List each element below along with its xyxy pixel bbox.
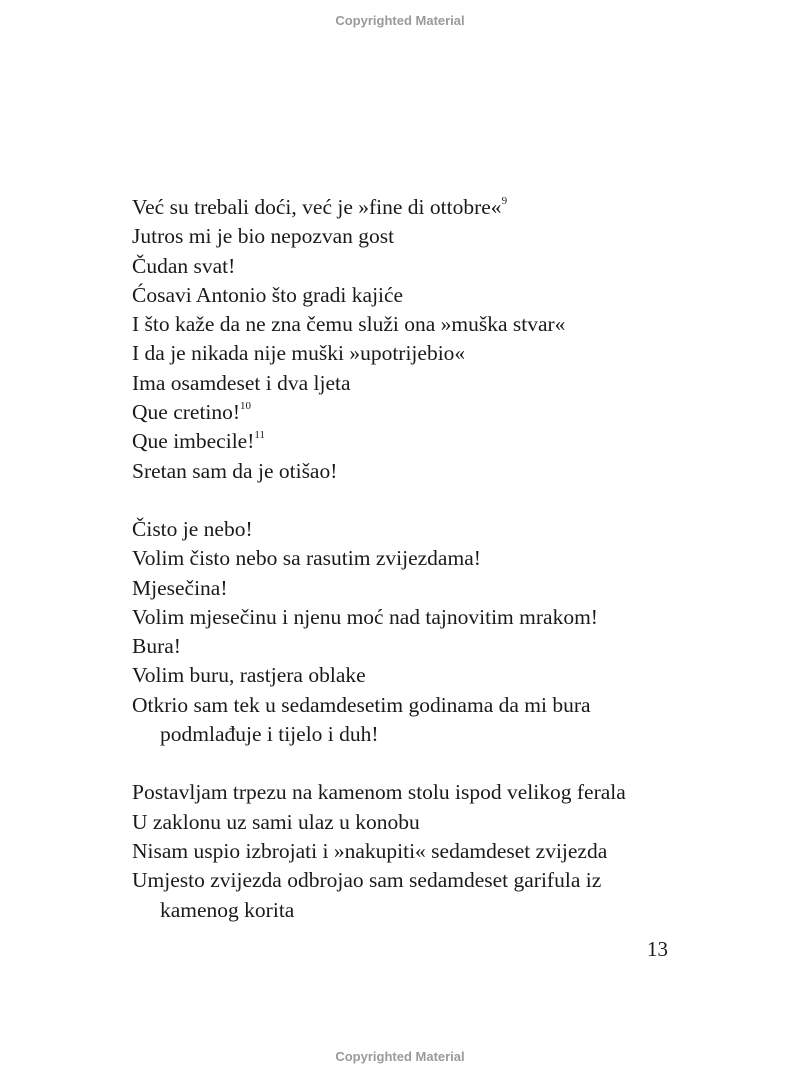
copyright-watermark-bottom: Copyrighted Material — [335, 1049, 465, 1064]
stanza-2 — [132, 515, 692, 749]
poem-line: Ima osamdeset i dva ljeta — [132, 370, 351, 395]
copyright-watermark-top: Copyrighted Material — [335, 13, 465, 28]
poem-line: U zaklonu uz sami ulaz u konobu — [132, 809, 420, 834]
poem-line: Mjesečina! — [132, 575, 228, 600]
poem-line: Sretan sam da je otišao! — [132, 458, 338, 483]
footnote-ref: 9 — [501, 194, 508, 207]
poem-line: Postavljam trpezu na kamenom stolu ispod velikog ferala — [132, 780, 626, 805]
poem-line: Otkrio sam tek u sedamdesetim godinama da mi bura podmlađuje i tijelo i duh! — [132, 691, 692, 750]
poem-line: Que imbecile!$^{11}$ — [132, 429, 265, 454]
poem-line: Jutros mi je bio nepozvan gost — [132, 224, 395, 249]
poem-body — [132, 193, 692, 954]
poem-line: Bura! — [132, 634, 181, 659]
stanza-3 — [132, 778, 692, 924]
footnote-ref: 11 — [254, 429, 265, 442]
poem-line: Čisto je nebo! — [132, 516, 253, 541]
poem-line: Volim čisto nebo sa rasutim zvijezdama! — [132, 546, 481, 571]
poem-line: Que cretino!$^{10}$ — [132, 399, 252, 425]
stanza-1 — [132, 193, 692, 486]
poem-line: Volim mjesečinu i njenu moć nad tajnovitim mrakom! — [132, 604, 598, 629]
poem-line-continuation: kamenog korita — [160, 897, 295, 922]
poem-line: Nisam uspio izbrojati i »nakupiti« sedamdeset zvijezda — [132, 838, 608, 863]
poem-line: Volim buru, rastjera oblake — [132, 663, 366, 688]
poem-line: Već su trebali doći, već je »fine di ottobre«$^9$ — [132, 194, 508, 219]
poem-line-continuation: podmlađuje i tijelo i duh! — [160, 722, 379, 747]
poem-line: I da je nikada nije muški »upotrijebio« — [132, 341, 466, 366]
footnote-ref: 10 — [240, 399, 252, 412]
poem-line: Ćosavi Antonio što gradi kajiće — [132, 282, 404, 307]
poem-line: Čudan svat! — [132, 253, 236, 278]
page-number: 13 — [647, 937, 668, 961]
poem-line: I što kaže da ne zna čemu služi ona »muška stvar« — [132, 312, 566, 337]
poem-line: Umjesto zvijezda odbrojao sam sedamdeset garifula iz kamenog korita — [132, 866, 692, 925]
